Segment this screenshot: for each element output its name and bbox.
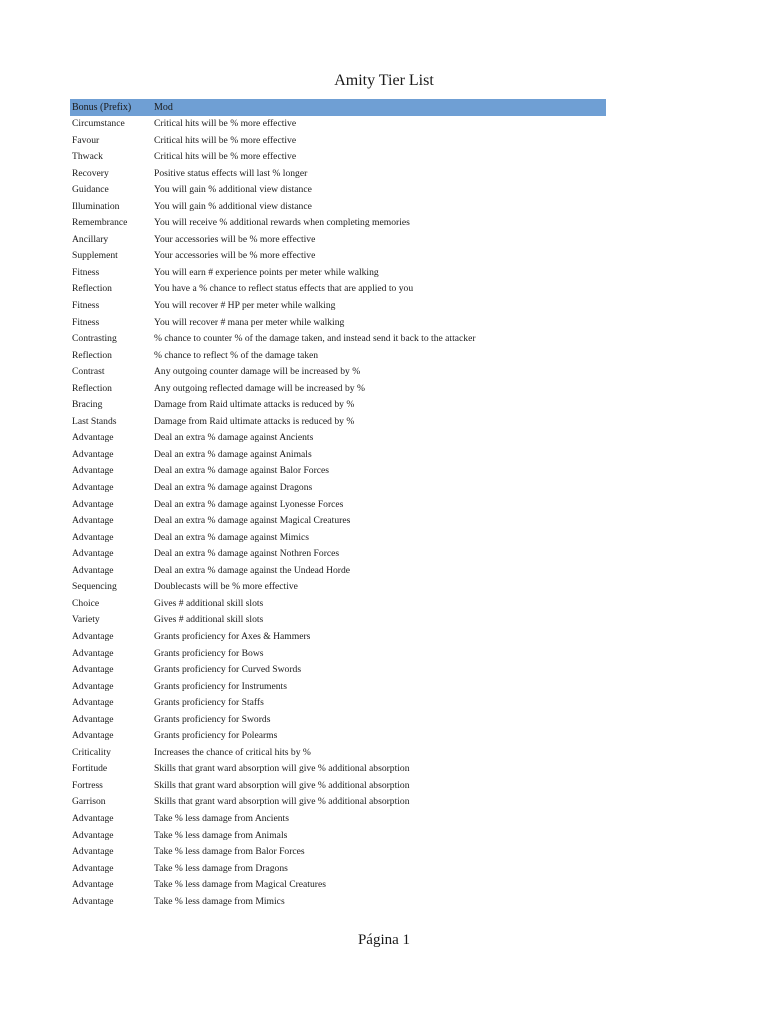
mod-cell: You will recover # mana per meter while walking	[154, 316, 345, 328]
table-row	[70, 728, 606, 745]
table-row	[70, 646, 606, 663]
table-row	[70, 315, 606, 332]
mod-cell: Deal an extra % damage against Mimics	[154, 531, 310, 543]
table-row	[70, 298, 606, 315]
table-row	[70, 430, 606, 447]
table-row	[70, 513, 606, 530]
mod-cell: Any outgoing reflected damage will be increased by %	[154, 382, 365, 394]
mod-cell: Take % less damage from Dragons	[154, 862, 288, 874]
mod-cell: Doublecasts will be % more effective	[154, 581, 298, 593]
table-row	[70, 563, 606, 580]
bonus-prefix-cell: Ancillary	[72, 233, 109, 245]
bonus-prefix-cell: Last Stands	[72, 415, 117, 427]
mod-cell: You will recover # HP per meter while walking	[154, 300, 336, 312]
bonus-prefix-cell: Favour	[72, 134, 100, 146]
table-row	[70, 546, 606, 563]
mod-cell: Positive status effects will last % longer	[154, 167, 308, 179]
mod-cell: Take % less damage from Ancients	[154, 812, 289, 824]
mod-cell: Take % less damage from Animals	[154, 829, 288, 841]
bonus-prefix-cell: Advantage	[72, 531, 114, 543]
mod-cell: Gives # additional skill slots	[154, 597, 264, 609]
table-row	[70, 778, 606, 795]
bonus-prefix-cell: Advantage	[72, 564, 114, 576]
table-row	[70, 894, 606, 911]
mod-cell: Skills that grant ward absorption will give % additional absorption	[154, 779, 410, 791]
mod-cell: Deal an extra % damage against Nothren Forces	[154, 548, 340, 560]
table-row	[70, 397, 606, 414]
bonus-prefix-cell: Advantage	[72, 846, 114, 858]
mod-cell: Critical hits will be % more effective	[154, 118, 297, 129]
table-row	[70, 166, 606, 183]
table-row	[70, 331, 606, 348]
bonus-prefix-cell: Reflection	[72, 283, 112, 295]
mod-cell: Grants proficiency for Staffs	[154, 697, 264, 709]
bonus-prefix-cell: Remembrance	[72, 217, 128, 229]
table-row	[70, 133, 606, 150]
table-row	[70, 265, 606, 282]
table-row	[70, 149, 606, 166]
table-row	[70, 232, 606, 249]
bonus-prefix-cell: Circumstance	[72, 118, 125, 129]
table-row	[70, 662, 606, 679]
table-row	[70, 844, 606, 861]
bonus-prefix-cell: Fitness	[72, 266, 100, 278]
mod-cell: You will gain % additional view distance	[154, 200, 312, 212]
table-row	[70, 811, 606, 828]
bonus-prefix-cell: Advantage	[72, 482, 114, 494]
table-row	[70, 281, 606, 298]
bonus-prefix-cell: Contrast	[72, 366, 105, 378]
bonus-prefix-cell: Advantage	[72, 697, 114, 709]
mod-cell: Deal an extra % damage against the Undead Horde	[154, 564, 351, 576]
mod-cell: Grants proficiency for Axes & Hammers	[154, 630, 311, 642]
bonus-prefix-cell: Advantage	[72, 895, 114, 907]
bonus-prefix-cell: Criticality	[72, 746, 111, 758]
table-row	[70, 348, 606, 365]
bonus-prefix-cell: Advantage	[72, 829, 114, 841]
table-row	[70, 761, 606, 778]
mod-cell: Gives # additional skill slots	[154, 614, 264, 626]
bonus-prefix-cell: Advantage	[72, 713, 114, 725]
table-row	[70, 116, 606, 133]
table-row	[70, 794, 606, 811]
mod-cell: Damage from Raid ultimate attacks is reduced by %	[154, 415, 355, 427]
bonus-prefix-cell: Advantage	[72, 498, 114, 510]
mod-cell: Deal an extra % damage against Ancients	[154, 432, 314, 444]
table-row	[70, 579, 606, 596]
bonus-prefix-cell: Advantage	[72, 548, 114, 560]
table-row	[70, 679, 606, 696]
mod-cell: Your accessories will be % more effective	[154, 250, 316, 262]
mod-cell: Your accessories will be % more effective	[154, 233, 316, 245]
mod-cell: % chance to counter % of the damage taken, and instead send it back to the attacker	[154, 333, 476, 345]
mod-cell: Deal an extra % damage against Balor Forces	[154, 465, 330, 477]
bonus-prefix-cell: Advantage	[72, 515, 114, 527]
mod-cell: Skills that grant ward absorption will give % additional absorption	[154, 796, 410, 808]
mod-cell: Grants proficiency for Bows	[154, 647, 264, 659]
table-row	[70, 712, 606, 729]
table-row	[70, 199, 606, 216]
bonus-prefix-cell: Garrison	[72, 796, 106, 808]
mod-cell: You will gain % additional view distance	[154, 184, 312, 196]
table-header	[70, 99, 606, 116]
table-row	[70, 447, 606, 464]
table-row	[70, 745, 606, 762]
bonus-prefix-cell: Thwack	[72, 151, 103, 163]
table-row	[70, 248, 606, 265]
mod-cell: Grants proficiency for Swords	[154, 713, 271, 725]
bonus-prefix-cell: Guidance	[72, 184, 109, 196]
table-row	[70, 828, 606, 845]
bonus-prefix-cell: Reflection	[72, 349, 112, 361]
page-number: Página 1	[357, 932, 411, 948]
table-row	[70, 596, 606, 613]
bonus-prefix-cell: Advantage	[72, 664, 114, 676]
mod-cell: Skills that grant ward absorption will give % additional absorption	[154, 763, 410, 775]
header-bonus-prefix: Bonus (Prefix)	[72, 102, 132, 113]
table-row	[70, 530, 606, 547]
bonus-prefix-cell: Advantage	[72, 862, 114, 874]
bonus-prefix-cell: Illumination	[72, 200, 120, 212]
mod-cell: % chance to reflect % of the damage taken	[154, 349, 319, 361]
tier-table	[70, 99, 606, 910]
mod-cell: Critical hits will be % more effective	[154, 134, 297, 146]
bonus-prefix-cell: Fitness	[72, 300, 100, 312]
bonus-prefix-cell: Fortitude	[72, 763, 108, 775]
bonus-prefix-cell: Bracing	[72, 399, 103, 411]
table-row	[70, 215, 606, 232]
mod-cell: You will receive % additional rewards when completing memories	[154, 217, 410, 229]
mod-cell: Increases the chance of critical hits by %	[154, 746, 311, 758]
table-row	[70, 463, 606, 480]
table-row	[70, 877, 606, 894]
table-row	[70, 497, 606, 514]
mod-cell: Take % less damage from Mimics	[154, 895, 285, 907]
mod-cell: Deal an extra % damage against Animals	[154, 448, 312, 460]
bonus-prefix-cell: Advantage	[72, 812, 114, 824]
table-row	[70, 414, 606, 431]
mod-cell: Take % less damage from Balor Forces	[154, 846, 305, 858]
mod-cell: Deal an extra % damage against Lyonesse Forces	[154, 498, 344, 510]
bonus-prefix-cell: Fitness	[72, 316, 100, 328]
mod-cell: You have a % chance to reflect status effects that are applied to you	[154, 283, 414, 295]
bonus-prefix-cell: Advantage	[72, 730, 114, 742]
bonus-prefix-cell: Fortress	[72, 779, 103, 791]
table-row	[70, 381, 606, 398]
mod-cell: Deal an extra % damage against Magical Creatures	[154, 515, 351, 527]
bonus-prefix-cell: Advantage	[72, 879, 114, 891]
bonus-prefix-cell: Reflection	[72, 382, 112, 394]
bonus-prefix-cell: Advantage	[72, 630, 114, 642]
table-row	[70, 364, 606, 381]
table-row	[70, 629, 606, 646]
mod-cell: Damage from Raid ultimate attacks is reduced by %	[154, 399, 355, 411]
mod-cell: Grants proficiency for Curved Swords	[154, 664, 302, 676]
bonus-prefix-cell: Advantage	[72, 432, 114, 444]
table-body	[70, 116, 606, 910]
table-row	[70, 612, 606, 629]
mod-cell: Take % less damage from Magical Creatures	[154, 879, 326, 891]
table-row	[70, 182, 606, 199]
bonus-prefix-cell: Variety	[72, 614, 100, 626]
mod-cell: Grants proficiency for Polearms	[154, 730, 278, 742]
page-title: Amity Tier List	[334, 72, 434, 89]
header-mod: Mod	[154, 102, 173, 113]
mod-cell: You will earn # experience points per meter while walking	[154, 266, 379, 278]
table-row	[70, 861, 606, 878]
table-row	[70, 480, 606, 497]
bonus-prefix-cell: Advantage	[72, 680, 114, 692]
bonus-prefix-cell: Recovery	[72, 167, 109, 179]
table-row	[70, 695, 606, 712]
bonus-prefix-cell: Advantage	[72, 448, 114, 460]
mod-cell: Grants proficiency for Instruments	[154, 680, 287, 692]
bonus-prefix-cell: Choice	[72, 597, 100, 609]
bonus-prefix-cell: Contrasting	[72, 333, 117, 345]
bonus-prefix-cell: Advantage	[72, 465, 114, 477]
bonus-prefix-cell: Sequencing	[72, 581, 117, 593]
mod-cell: Any outgoing counter damage will be increased by %	[154, 366, 361, 378]
bonus-prefix-cell: Advantage	[72, 647, 114, 659]
mod-cell: Critical hits will be % more effective	[154, 151, 297, 163]
mod-cell: Deal an extra % damage against Dragons	[154, 482, 313, 494]
bonus-prefix-cell: Supplement	[72, 250, 118, 262]
